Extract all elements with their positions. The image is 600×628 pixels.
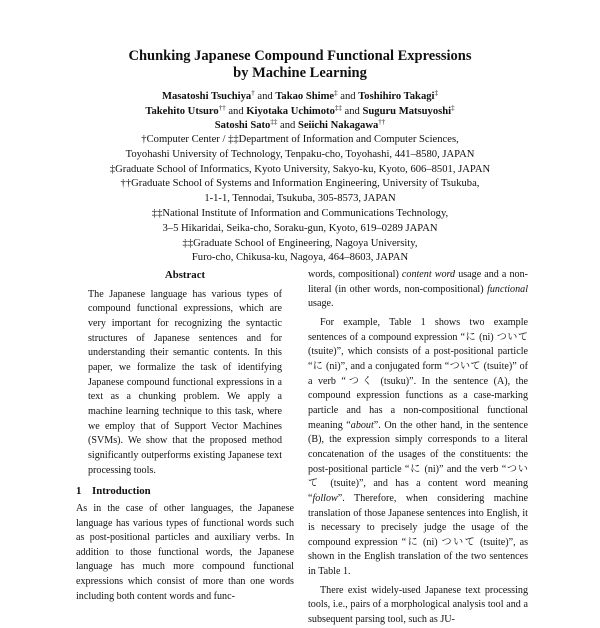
text-run: ”. Therefore, when considering machine translation of those Japanese sentences into English, it is necessary to precisely judge the usage of the compound expression “に (ni) ついて (tsuite)”, as shown in the English translation of the two sentences in Table 1. [308, 492, 528, 578]
text-run: usage. [308, 298, 334, 310]
emphasis-text: content word [401, 269, 456, 280]
text-run: For example, Table 1 shows two example sentences of a compound expression “に (ni) ついて (tsuite)”, which consists of a post-positional particle “に (ni)”, and a conjugated form “ついて (tsuite)” of a verb “つく (tsuku)”. In the sentence (A), the compound expression functions as a case-marking particle and has a non-compositional functional meaning “ [308, 316, 528, 431]
affiliation-line: Furo-cho, Chikusa-ku, Nagoya, 464–8603, JAPAN [191, 252, 409, 264]
author-name: Suguru Matsuyoshi [362, 105, 452, 117]
author-mark: ‡ [334, 89, 338, 97]
author-name: Takehito Utsuro [145, 105, 219, 117]
author-name: Masatoshi Tsuchiya [162, 91, 252, 102]
author-name: Satoshi Sato [214, 120, 271, 132]
affiliation-line: †Computer Center / ‡‡Department of Information and Computer Sciences, [141, 134, 459, 145]
author-line-2 [0, 105, 600, 120]
affiliation-line: ‡‡Graduate School of Engineering, Nagoya University, [182, 237, 418, 249]
author-conj: and [257, 91, 273, 102]
author-mark: ‡‡ [270, 118, 278, 127]
left-column [76, 268, 294, 604]
emphasis-text: follow [312, 492, 338, 504]
paper-title [0, 48, 600, 82]
author-name: Toshihiro Takagi [358, 91, 435, 102]
section-heading-introduction [76, 484, 294, 499]
emphasis-text: functional [487, 283, 528, 295]
text-run: words, compositional) [308, 269, 402, 280]
author-mark: ‡‡ [334, 103, 342, 112]
paragraph-continuation [308, 268, 528, 312]
author-mark: †† [218, 103, 226, 112]
author-line-1 [0, 90, 600, 105]
title-line-1: Chunking Japanese Compound Functional Expressions [128, 48, 472, 64]
author-mark: †† [378, 118, 386, 127]
affiliations [0, 133, 600, 266]
affiliation-line: ‡Graduate School of Informatics, Kyoto University, Sakyo-ku, Kyoto, 606–8501, JAPAN [109, 163, 491, 175]
author-mark: † [251, 89, 255, 97]
author-line-3 [0, 119, 600, 134]
text-run: usage and a non-literal (in other words, non-compositional) [308, 269, 528, 295]
title-line-2: by Machine Learning [233, 65, 367, 81]
author-mark: ‡ [434, 89, 438, 97]
section-title: Introduction [92, 485, 151, 498]
emphasis-text: about [350, 419, 374, 431]
author-name: Seiichi Nakagawa [297, 120, 379, 132]
author-name: Kiyotaka Uchimoto [246, 105, 335, 117]
author-list [0, 90, 600, 134]
abstract-text: The Japanese language has various types of compound functional expressions, which are very important for recognizing the syntactic structures of Japanese sentences and for understanding their semantic contents. In this paper, we formalize the task of identifying Japanese compound functional expressions in a text as a chunking problem. We apply a machine learning technique to this task, where we employ that of Support Vector Machines (SVMs). We show that the proposed method significantly outperforms existing Japanese text processing tools. [88, 288, 282, 476]
author-conj: and [340, 91, 356, 102]
affiliation-line: Toyohashi University of Technology, Tenpaku-cho, Toyohashi, 441–8580, JAPAN [125, 148, 475, 160]
author-conj: and [344, 105, 360, 117]
author-conj: and [228, 105, 244, 117]
text-run: ”. On the other hand, in the sentence (B), the expression simply corresponds to a literal concatenation of the usages of the constituents: the post-positional particle “に (ni)” and the verb “ついて (tsuite)”, and has a content word meaning “ [308, 419, 528, 504]
section-number: 1 [76, 485, 82, 498]
author-conj: and [280, 120, 296, 132]
affiliation-line: ††Graduate School of Systems and Information Engineering, University of Tsukuba, [120, 178, 480, 190]
abstract-heading: Abstract [164, 269, 206, 281]
affiliation-line: 1-1-1, Tennodai, Tsukuba, 305-8573, JAPAN [204, 193, 396, 205]
affiliation-line: ‡‡National Institute of Information and Communications Technology, [151, 207, 449, 219]
paragraph-tools: There exist widely-used Japanese text processing tools, i.e., pairs of a morphological analysis tool and a subsequent parsing tool, such as JU- [308, 584, 528, 626]
right-column [308, 268, 528, 628]
author-mark: ‡ [451, 103, 455, 112]
paragraph-example [308, 316, 528, 580]
affiliation-line: 3–5 Hikaridai, Seika-cho, Soraku-gun, Kyoto, 619–0289 JAPAN [162, 222, 438, 234]
author-name: Takao Shime [275, 91, 335, 102]
introduction-text: As in the case of other languages, the Japanese language has various types of functional words such as post-positional particles and auxiliary verbs. In addition to those functional words, the Japanese language has much more compound functional expressions which consist of more than one words including both content words and func- [76, 502, 294, 602]
